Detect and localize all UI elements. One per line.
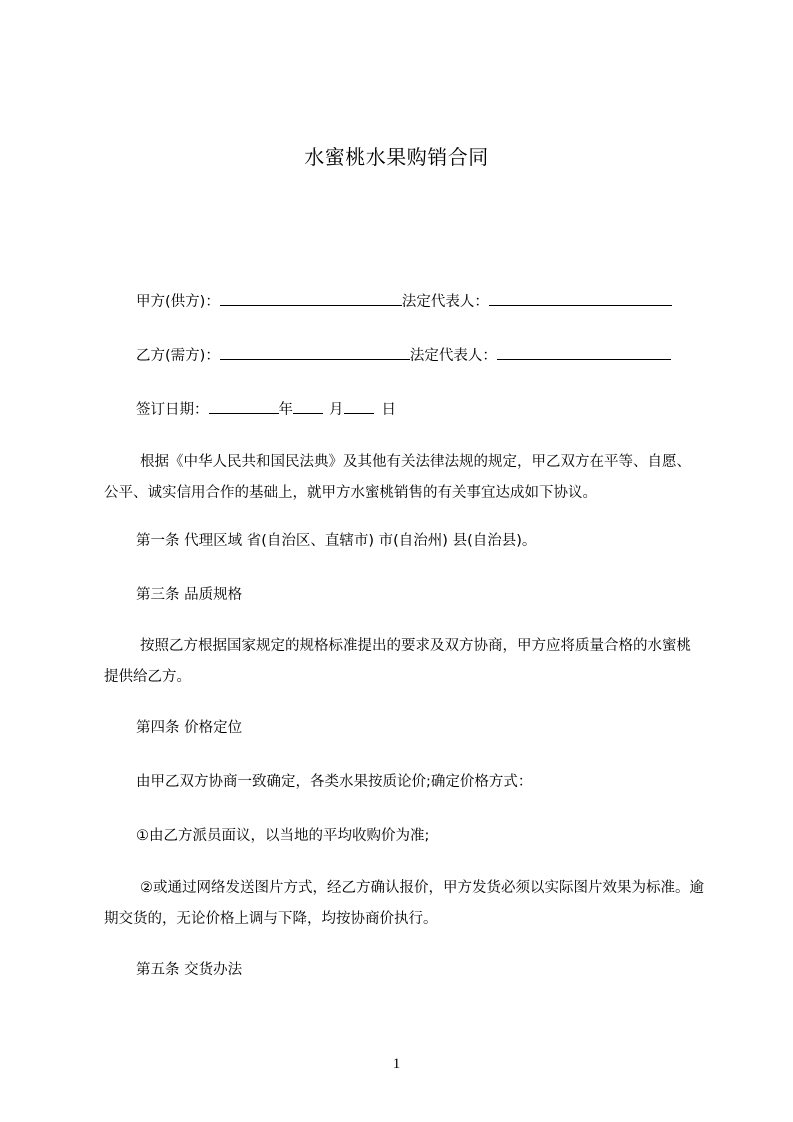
party-b-blank: [220, 345, 410, 360]
article4-item1: ①由乙方派员面议，以当地的平均收购价为准;: [136, 828, 430, 844]
article4-item2-paragraph: [104, 873, 704, 935]
party-a-rep-blank: [489, 291, 672, 306]
party-a-line: [136, 291, 672, 312]
party-a-label: 甲方(供方)：: [136, 294, 220, 310]
page-number: 1: [392, 1056, 401, 1072]
article4-item2: ②或通过网络发送图片方式，经乙方确认报价，甲方发货必须以实际图片效果为标准。逾期交货的，无论价格上调与下降，均按协商价执行。: [104, 880, 704, 927]
day-label: 日: [381, 402, 396, 418]
month-blank: [293, 399, 323, 414]
party-b-rep-blank: [497, 345, 671, 360]
sign-date-label: 签订日期：: [136, 402, 209, 418]
sign-date-line: [136, 399, 396, 420]
contract-title: 水蜜桃水果购销合同: [304, 145, 489, 169]
party-a-blank: [220, 291, 402, 306]
day-blank: [344, 399, 374, 414]
party-b-line: [136, 345, 671, 366]
preamble-text: 根据《中华人民共和国民法典》及其他有关法律法规的规定，甲乙双方在平等、自愿、公平、诚实信用合作的基础上，就甲方水蜜桃销售的有关事宜达成如下协议。: [104, 454, 691, 501]
party-b-label: 乙方(需方)：: [136, 348, 220, 364]
article4-heading: 第四条 价格定位: [136, 720, 243, 736]
party-a-rep-label: 法定代表人：: [401, 294, 489, 310]
year-label: 年: [278, 402, 293, 418]
article3-paragraph: [104, 631, 704, 693]
article1: 第一条 代理区域 省(自治区、直辖市) 市(自治州) 县(自治县)。: [136, 533, 537, 549]
article5-heading: 第五条 交货办法: [136, 962, 243, 978]
article4-intro: 由甲乙双方协商一致确定，各类水果按质论价;确定价格方式：: [136, 774, 533, 790]
preamble-paragraph: [104, 447, 704, 509]
article3-heading: 第三条 品质规格: [136, 587, 243, 603]
year-blank: [209, 399, 279, 414]
party-b-rep-label: 法定代表人：: [409, 348, 497, 364]
month-label: 月: [329, 402, 344, 418]
article3-body: 按照乙方根据国家规定的规格标准提出的要求及双方协商，甲方应将质量合格的水蜜桃提供给乙方。: [104, 638, 691, 685]
